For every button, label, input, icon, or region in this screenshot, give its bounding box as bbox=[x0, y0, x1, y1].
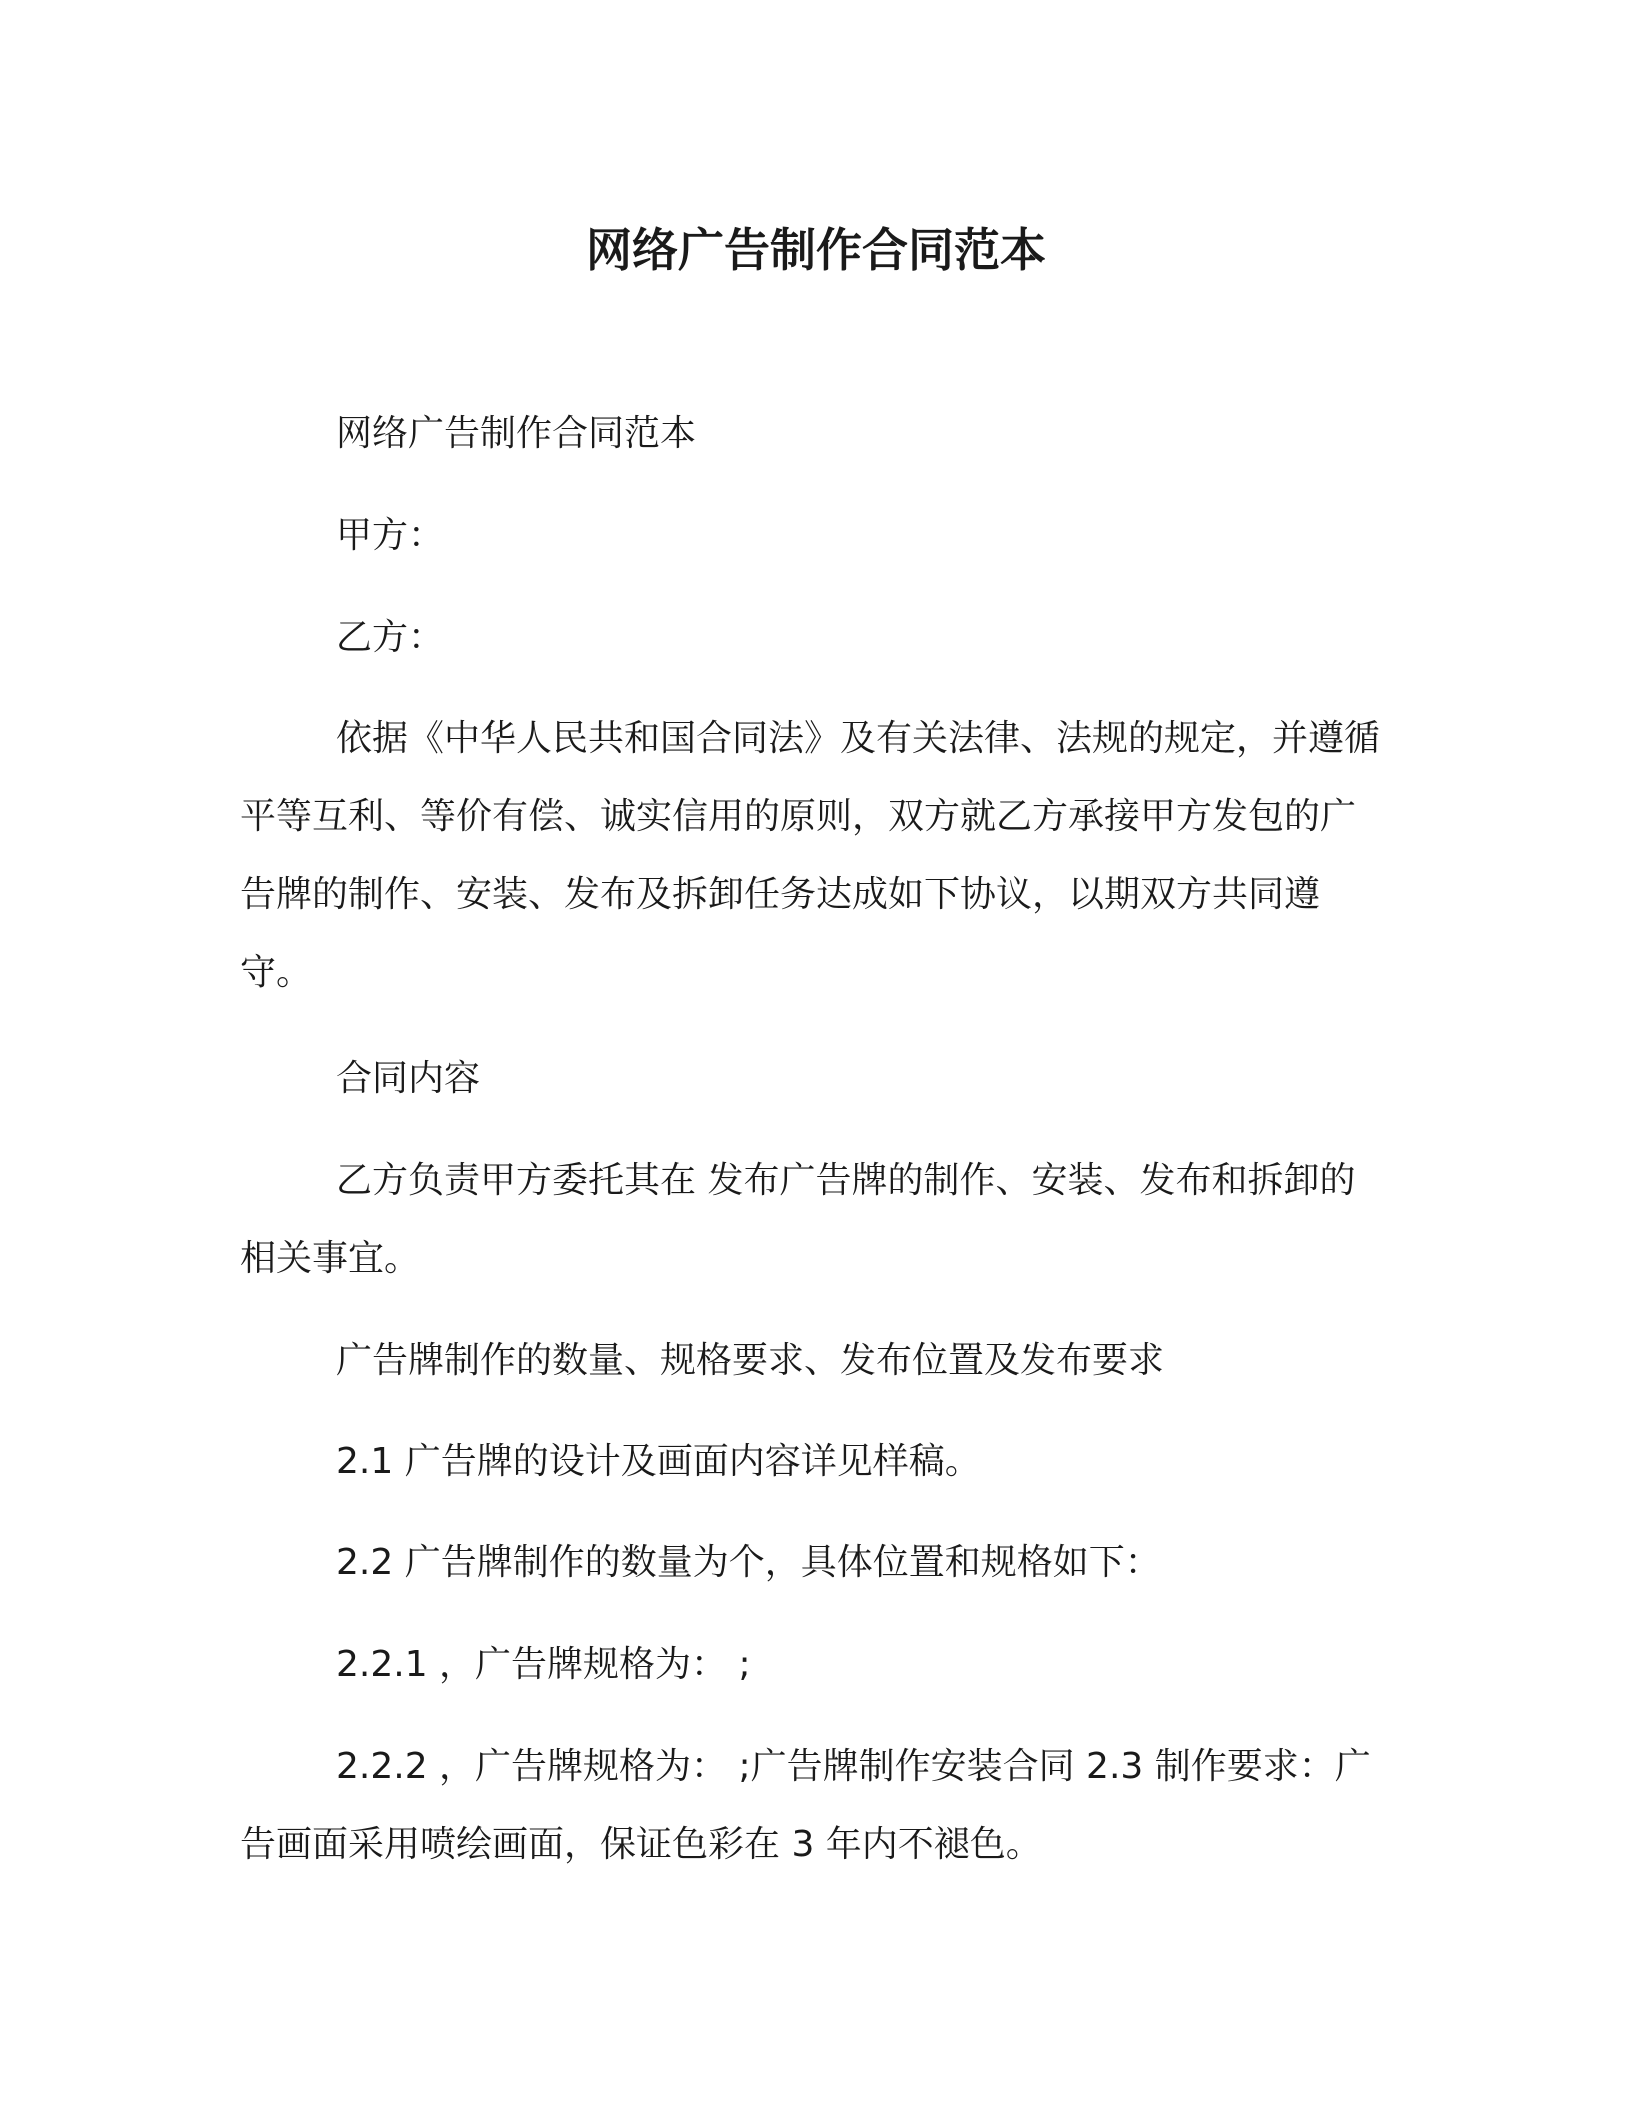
paragraph-clause-2-2-2: 2.2.2 ，广告牌规格为： ;广告牌制作安装合同 2.3 制作要求：广告画面采用喷绘画面，保证色彩在 3 年内不褪色。 bbox=[240, 1746, 1371, 1865]
paragraph-clause-2-1: 2.1 广告牌的设计及画面内容详见样稿。 bbox=[336, 1441, 981, 1482]
paragraph-clause-2-2: 2.2 广告牌制作的数量为个，具体位置和规格如下： bbox=[336, 1542, 1161, 1583]
document-title: 网络广告制作合同范本 bbox=[586, 223, 1046, 277]
paragraph-responsibility: 乙方负责甲方委托其在 发布广告牌的制作、安装、发布和拆卸的相关事宜。 bbox=[240, 1160, 1356, 1279]
paragraph-requirements-heading: 广告牌制作的数量、规格要求、发布位置及发布要求 bbox=[336, 1340, 1165, 1381]
paragraph-contract-content-heading: 合同内容 bbox=[336, 1058, 481, 1099]
paragraph-preamble: 依据《中华人民共和国合同法》及有关法律、法规的规定，并遵循平等互利、等价有偿、诚实信用的原则，双方就乙方承接甲方发包的广告牌的制作、安装、发布及拆卸任务达成如下协议，以期双方共同遵守。 bbox=[240, 718, 1381, 993]
paragraph-party-a: 甲方： bbox=[336, 515, 445, 556]
paragraph-clause-2-2-1: 2.2.1 ，广告牌规格为： ; bbox=[336, 1644, 751, 1685]
paragraph-party-b: 乙方： bbox=[336, 617, 445, 658]
paragraph-heading: 网络广告制作合同范本 bbox=[336, 413, 697, 454]
